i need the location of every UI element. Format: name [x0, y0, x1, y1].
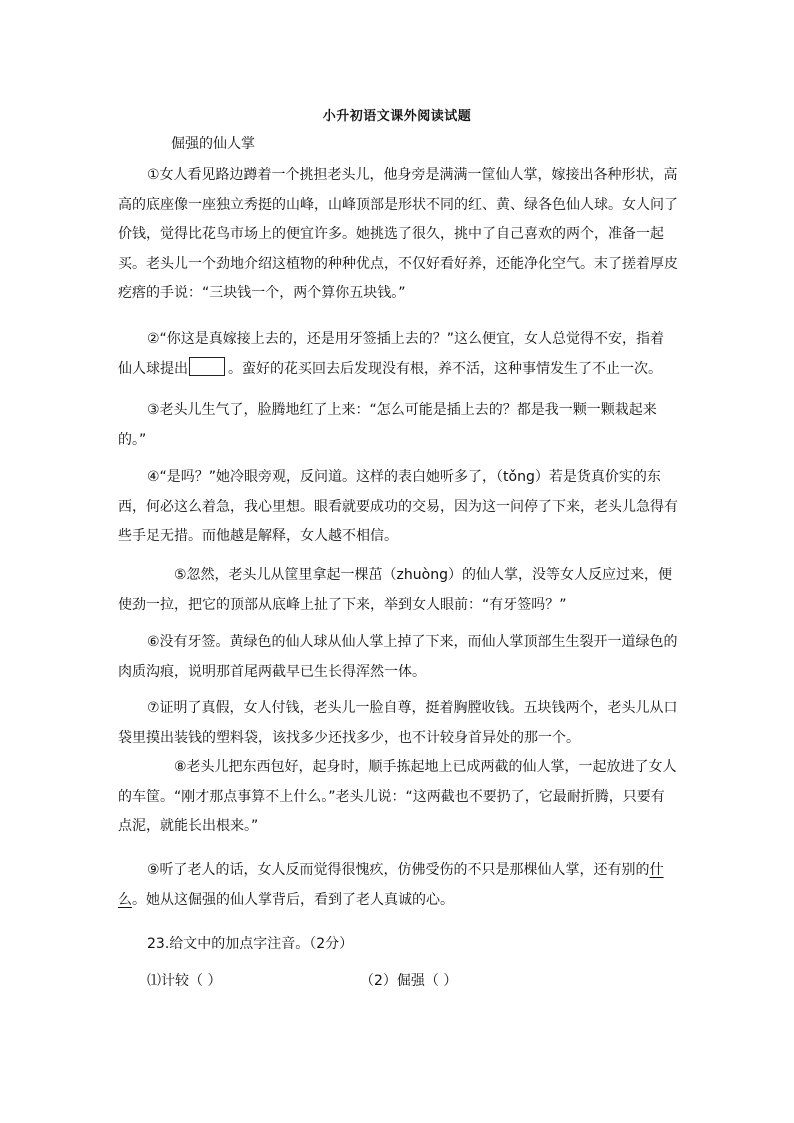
paragraph-2-part-a: ②“你这是真嫁接上去的，还是用牙签插上去的？”这么便宜，女人总觉得不安，指着仙人球提出 — [118, 331, 665, 377]
paragraph-9-part-b: 。她从这倔强的仙人掌背后，看到了老人真诚的心。 — [132, 891, 454, 908]
paragraph-1: ①女人看见路边蹲着一个挑担老头儿，他身旁是满满一筐仙人掌，嫁接出各种形状，高高的底座像一座独立秀挺的山峰，山峰顶部是形状不同的红、黄、绿各色仙人球。女人问了价钱，觉得比花鸟市场上的便宜许多。她挑选了很久，挑中了自己喜欢的两个，准备一起买。老头儿一个劲地介绍这植物的种种优点，不仅好看好养，还能净化空气。末了搓着厚皮疙瘩的手说：“三块钱一个，两个算你五块钱。” — [118, 167, 678, 301]
paragraph-5: ⑤忽然，老头儿从筐里拿起一棵茁（zhuòng）的仙人掌，没等女人反应过来，便使劲一拉，把它的顶部从底峰上扯了下来，举到女人眼前：“有牙签吗？” — [118, 567, 672, 613]
question-23-item-1: ⑴计较（ ） — [147, 973, 222, 989]
paragraph-7: ⑦证明了真假，女人付钱，老头儿一脸自尊，挺着胸膛收钱。五块钱两个，老头儿从口袋里摸出装钱的塑料袋，该找多少还找多少，也不计较身首异处的那一个。 — [118, 700, 678, 746]
document-title: 小升初语文课外阅读试题 — [322, 109, 472, 124]
paragraph-6: ⑥没有牙签。黄绿色的仙人球从仙人掌上掉了下来，而仙人掌顶部生生裂开一道绿色的肉质沟痕，说明那首尾两截早已生长得浑然一体。 — [118, 634, 678, 680]
underlined-word: 什么 — [118, 862, 664, 908]
paragraph-3: ③老头儿生气了，脸腾地红了上来：“怎么可能是插上去的？都是我一颗一颗栽起来的。” — [118, 402, 657, 448]
paragraph-2-part-b: 。蛮好的花买回去后发现没有根，养不活，这种事情发生了不止一次。 — [228, 360, 662, 377]
paragraph-8: ⑧老头儿把东西包好，起身时，顺手拣起地上已成两截的仙人掌，一起放进了女人的车筐。“刚才那点事算不上什么。”老头儿说：“这两截也不要扔了，它最耐折腾，只要有点泥，就能长出根来。” — [118, 759, 677, 834]
question-23: 23.给文中的加点字注音。（2分） — [147, 936, 354, 952]
question-23-item-2: （2）倔强（ ） — [360, 973, 458, 989]
answer-blank-box — [189, 357, 225, 376]
paragraph-4: ④“是吗？”她冷眼旁观，反问道。这样的表白她听多了，（tǒng）若是货真价实的东西，何必这么着急，我心里想。眼看就要成功的交易，因为这一问停了下来，老头儿急得有些手足无措。而他越是解释，女人越不相信。 — [118, 469, 678, 544]
passage-title: 倔强的仙人掌 — [171, 136, 255, 152]
paragraph-9 — [118, 856, 678, 915]
paragraph-2 — [118, 325, 678, 384]
paragraph-9-part-a: ⑨听了老人的话，女人反而觉得很愧疚，仿佛受伤的不只是那棵仙人掌，还有别的 — [147, 862, 650, 878]
